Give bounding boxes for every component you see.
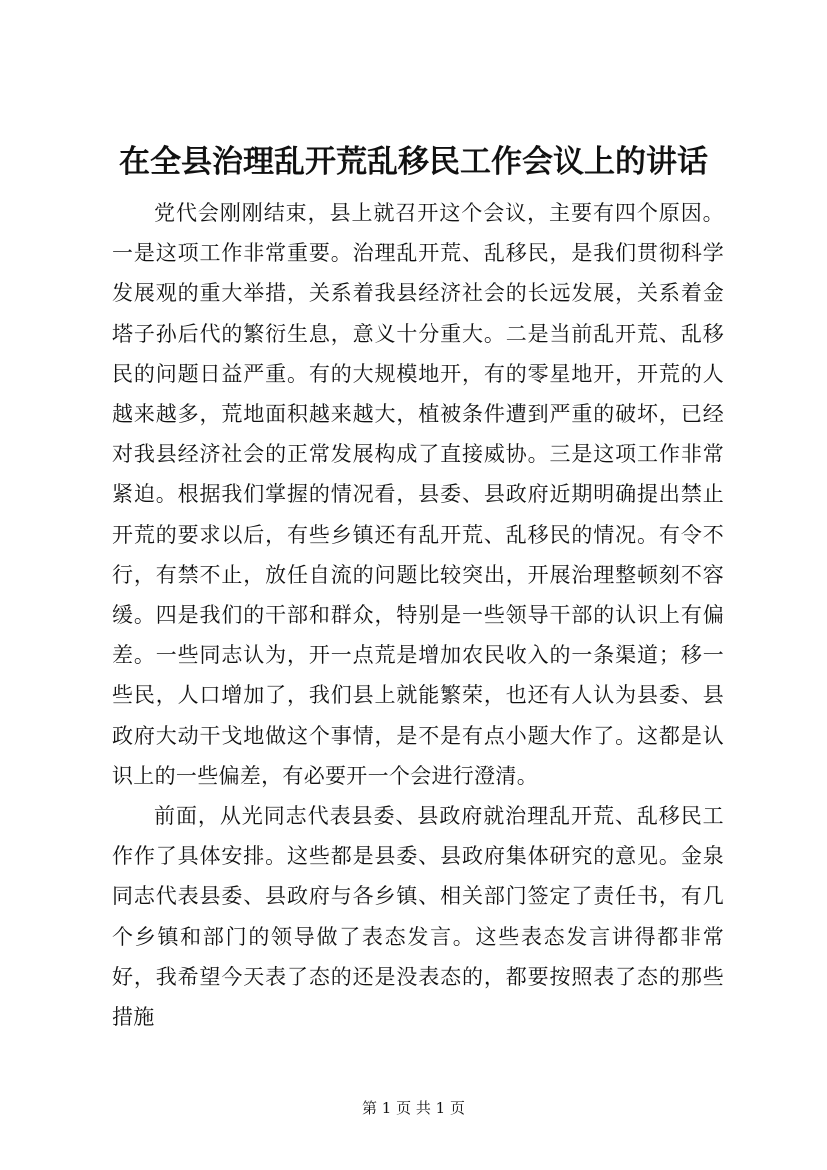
document-title: 在全县治理乱开荒乱移民工作会议上的讲话 [119, 144, 708, 180]
paragraph-2: 前面，从光同志代表县委、县政府就治理乱开荒、乱移民工作作了具体安排。这些都是县委、县政府集体研究的意见。金泉同志代表县委、县政府与各乡镇、相关部门签定了责任书，有几个乡镇和部门的领导做了表态发言。这些表态发言讲得都非常好，我希望今天表了态的还是没表态的，都要按照表了态的那些措施 [112, 804, 724, 1030]
document-body [112, 193, 724, 1037]
page-number-footer: 第 1 页 共 1 页 [362, 1099, 465, 1117]
paragraph-1: 党代会刚刚结束，县上就召开这个会议，主要有四个原因。一是这项工作非常重要。治理乱开荒、乱移民，是我们贯彻科学发展观的重大举措，关系着我县经济社会的长远发展，关系着金塔子孙后代的繁衍生息，意义十分重大。二是当前乱开荒、乱移民的问题日益严重。有的大规模地开，有的零星地开，开荒的人越来越多，荒地面积越来越大，植被条件遭到严重的破坏，已经对我县经济社会的正常发展构成了直接威协。三是这项工作非常紧迫。根据我们掌握的情况看，县委、县政府近期明确提出禁止开荒的要求以后，有些乡镇还有乱开荒、乱移民的情况。有令不行，有禁不止，放任自流的问题比较突出，开展治理整顿刻不容缓。四是我们的干部和群众，特别是一些领导干部的认识上有偏差。一些同志认为，开一点荒是增加农民收入的一条渠道；移一些民，人口增加了，我们县上就能繁荣，也还有人认为县委、县政府大动干戈地做这个事情，是不是有点小题大作了。这都是认识上的一些偏差，有必要开一个会进行澄清。 [112, 201, 724, 788]
